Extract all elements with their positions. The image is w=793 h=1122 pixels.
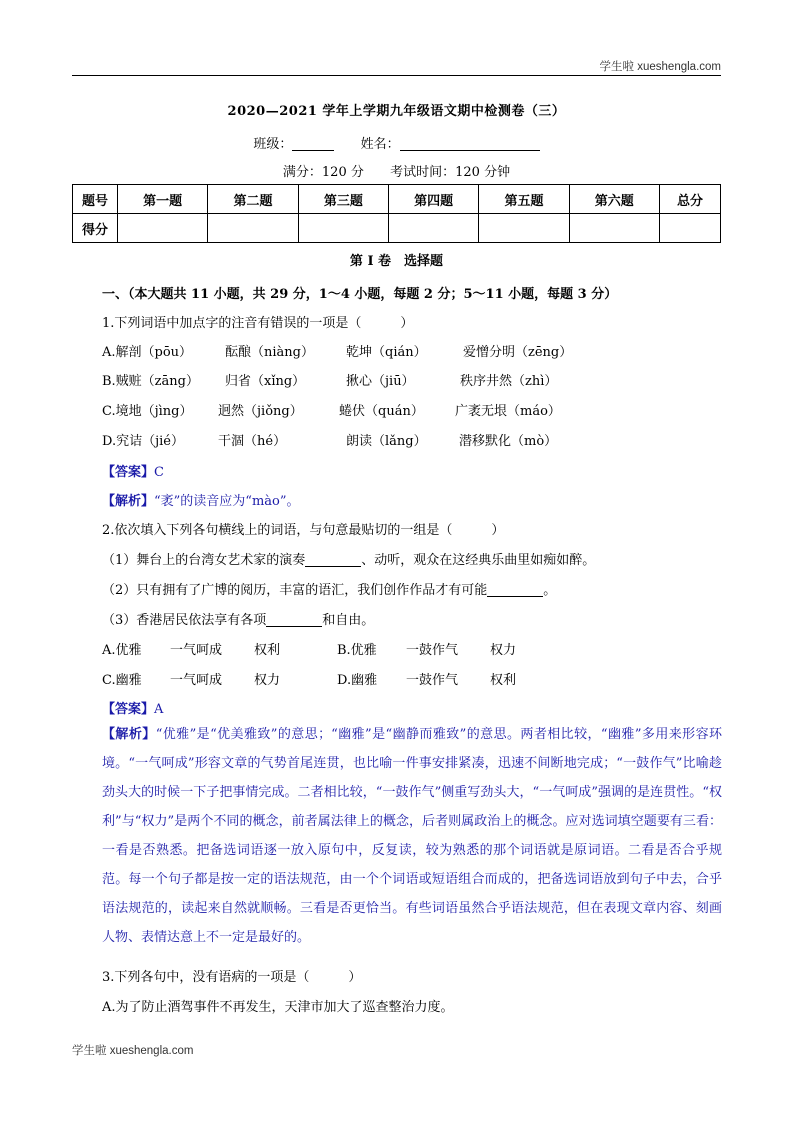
- score-cell: 得分: [73, 214, 118, 243]
- exam-time: 考试时间：120 分钟: [390, 165, 511, 180]
- q2-s2-after: 。: [543, 583, 557, 598]
- q1-option: 归省（xǐng）: [225, 374, 306, 389]
- q2-option: C.幽雅: [102, 673, 142, 688]
- q2-sentence-3: [102, 609, 374, 628]
- q2-s3-after: 和自由。: [322, 613, 375, 628]
- page-footer-brand: 学生啦 xueshengla.com: [72, 1045, 194, 1057]
- score-cell: 第五题: [479, 185, 569, 214]
- score-time-line: [0, 161, 793, 180]
- score-cell: 第四题: [388, 185, 478, 214]
- explain-text: “优雅”是“优美雅致”的意思；“幽雅”是“幽静而雅致”的意思。两者相比较，“幽雅”多用来形容环境。“一气呵成”形容文章的气势首尾连贯，也比喻一件事安排紧凑，迅速不间断地完成；“一鼓作气”比喻趁劲头大的时候一下子把事情完成。二者相比较，“一鼓作气”侧重写劲头大，“一气呵成”强调的是连贯性。“权利”与“权力”是两个不同的概念，前者属法律上的概念，后者则属政治上的概念。应对选词填空题要有三看：一看是否熟悉。把备选词语逐一放入原句中，反复读，较为熟悉的那个词语就是原词语。二看是否合乎规范。每一个句子都是按一定的语法规范，由一个个词语或短语组合而成的，把备选词语放到句子中去，合乎语法规范的，读起来自然就顺畅。三看是否更恰当。有些词语虽然合乎语法规范，但在表现文章内容、刻画人物、表情达意上不一定是最好的。: [102, 727, 722, 945]
- page-header-brand: 学生啦 xueshengla.com: [599, 61, 721, 73]
- q1-option: C.境地（jìng）: [102, 404, 193, 419]
- q2-s3-blank[interactable]: [266, 613, 322, 627]
- score-input-cell[interactable]: [659, 214, 720, 243]
- q1-option: 干涸（hé）: [218, 434, 287, 449]
- score-input-cell[interactable]: [388, 214, 478, 243]
- score-table-header-row: [73, 185, 721, 214]
- score-input-cell[interactable]: [479, 214, 569, 243]
- answer-tag: 【答案】: [102, 465, 155, 480]
- q1-option: 朗读（lǎng）: [346, 434, 427, 449]
- q1-option: 迥然（jiǒng）: [218, 404, 303, 419]
- q1-option: D.究诘（jié）: [102, 434, 184, 449]
- q1-stem: 1.下列词语中加点字的注音有错误的一项是（ ）: [102, 316, 414, 331]
- q2-stem: 2.依次填入下列各句横线上的词语，与句意最贴切的一组是（ ）: [102, 523, 505, 538]
- name-blank[interactable]: [400, 137, 540, 151]
- header-rule: [72, 75, 721, 76]
- q2-s2-blank[interactable]: [487, 583, 543, 597]
- q2-s2-before: （2）只有拥有了广博的阅历，丰富的语汇，我们创作作品才有可能: [102, 583, 488, 598]
- score-input-cell[interactable]: [118, 214, 208, 243]
- answer-value: C: [154, 465, 164, 480]
- q1-option: 蜷伏（quán）: [339, 404, 424, 419]
- q2-answer: [102, 698, 163, 717]
- q2-explain: [102, 720, 722, 952]
- q1-option: 爱憎分明（zēng）: [463, 345, 573, 360]
- q2-option: 一气呵成: [170, 643, 223, 658]
- q1-option: 秩序井然（zhì）: [460, 374, 558, 389]
- q2-s1-blank[interactable]: [305, 553, 361, 567]
- score-cell: 总分: [659, 185, 720, 214]
- q2-option: 权利: [490, 673, 517, 688]
- q2-sentence-1: [102, 549, 595, 568]
- q1-option: 潜移默化（mò）: [459, 434, 558, 449]
- name-label: 姓名：: [360, 137, 400, 152]
- exam-title: 2020—2021 学年上学期九年级语文期中检测卷（三）: [227, 104, 566, 119]
- q2-option: B.优雅: [337, 643, 377, 658]
- q2-option: 权力: [490, 643, 517, 658]
- q2-option: 权力: [254, 673, 281, 688]
- score-cell: 题号: [73, 185, 118, 214]
- q2-option: 权利: [254, 643, 281, 658]
- q2-option: 一鼓作气: [406, 673, 459, 688]
- q1-option: A.解剖（pōu）: [102, 345, 193, 360]
- q2-option: 一鼓作气: [406, 643, 459, 658]
- score-cell: 第六题: [569, 185, 659, 214]
- q2-sentence-2: [102, 579, 556, 598]
- section-heading: 第 Ⅰ 卷 选择题: [349, 254, 444, 269]
- score-cell: 第一题: [118, 185, 208, 214]
- q3-stem: 3.下列各句中，没有语病的一项是（ ）: [102, 970, 362, 985]
- q1-option: 酝酿（niàng）: [225, 345, 314, 360]
- explain-tag: 【解析】: [102, 727, 156, 742]
- part1-heading: 一、（本大题共 11 小题，共 29 分，1～4 小题，每题 2 分；5～11 小题，每题 3 分）: [102, 287, 618, 302]
- class-name-line: [0, 133, 793, 152]
- q1-explain: [102, 490, 300, 509]
- q2-s1-before: （1）舞台上的台湾女艺术家的演奏: [102, 553, 306, 568]
- answer-tag: 【答案】: [102, 702, 155, 717]
- class-blank[interactable]: [292, 137, 334, 151]
- score-table: [72, 184, 721, 243]
- q2-option: A.优雅: [102, 643, 142, 658]
- q2-s3-before: （3）香港居民依法享有各项: [102, 613, 267, 628]
- q1-option: 广袤无垠（máo）: [455, 404, 561, 419]
- q1-option: 揪心（jiū）: [346, 374, 415, 389]
- q3-option-a: A.为了防止酒驾事件不再发生，天津市加大了巡查整治力度。: [102, 1000, 454, 1015]
- score-input-cell[interactable]: [298, 214, 388, 243]
- full-score: 满分：120 分: [282, 165, 364, 180]
- score-cell: 第三题: [298, 185, 388, 214]
- class-label: 班级：: [253, 137, 293, 152]
- q2-s1-after: 、动听，观众在这经典乐曲里如痴如醉。: [361, 553, 596, 568]
- score-input-cell[interactable]: [208, 214, 298, 243]
- score-input-cell[interactable]: [569, 214, 659, 243]
- q2-option: D.幽雅: [337, 673, 378, 688]
- answer-value: A: [154, 702, 164, 717]
- q1-option: B.贼赃（zāng）: [102, 374, 199, 389]
- q2-option: 一气呵成: [170, 673, 223, 688]
- q1-answer: [102, 461, 164, 480]
- score-cell: 第二题: [208, 185, 298, 214]
- q1-option: 乾坤（qián）: [346, 345, 427, 360]
- score-table-score-row: [73, 214, 721, 243]
- explain-tag: 【解析】: [102, 494, 155, 509]
- explain-text: “袤”的读音应为“mào”。: [154, 494, 300, 509]
